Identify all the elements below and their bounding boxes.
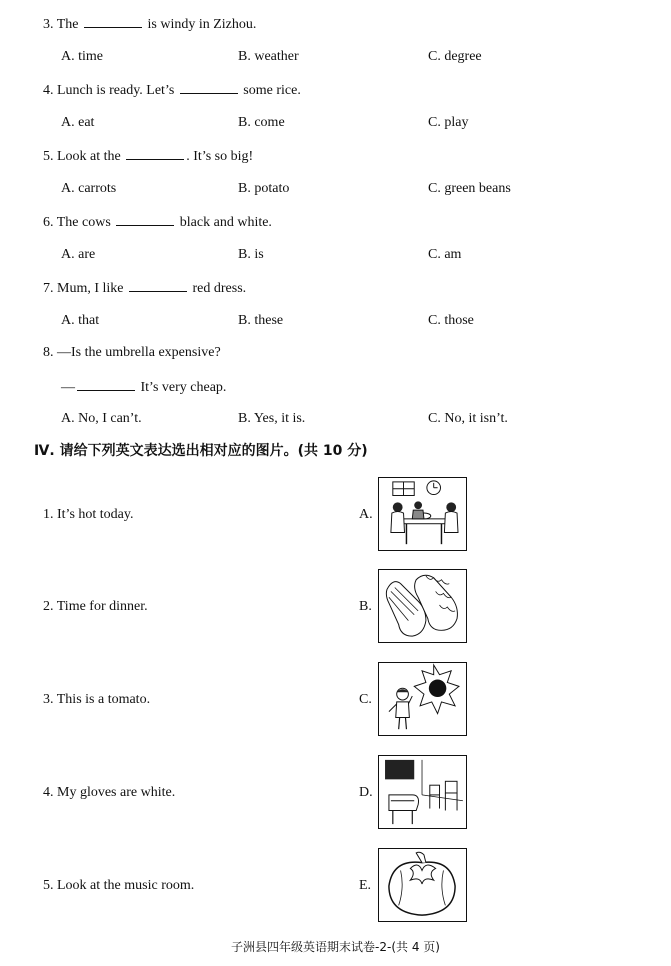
question-text: is windy in Zizhou. xyxy=(147,17,257,32)
dinner-illustration xyxy=(379,478,466,550)
tomato-illustration xyxy=(379,849,466,921)
match-item-2 xyxy=(43,598,148,616)
picture-letter-e: E. xyxy=(359,878,372,893)
question-number: 5. xyxy=(43,149,54,164)
item-number: 2. xyxy=(43,599,54,614)
option-a[interactable]: A. are xyxy=(61,247,96,262)
picture-letter-b: B. xyxy=(359,599,372,614)
option-a[interactable]: A. No, I can’t. xyxy=(61,411,142,426)
question-text: red dress. xyxy=(192,281,247,296)
question-6 xyxy=(43,212,272,232)
option-c[interactable]: C. those xyxy=(428,313,474,328)
question-text: Lunch is ready. Let’s xyxy=(57,83,175,98)
question-text: some rice. xyxy=(243,83,301,98)
question-number: 7. xyxy=(43,281,54,296)
picture-b-gloves[interactable] xyxy=(378,569,467,643)
item-text: It’s hot today. xyxy=(57,507,134,522)
question-8 xyxy=(43,344,221,362)
option-a[interactable]: A. carrots xyxy=(61,181,117,196)
answer-blank[interactable] xyxy=(180,80,238,94)
picture-letter-c: C. xyxy=(359,692,372,707)
question-number: 8. xyxy=(43,345,54,360)
music-room-illustration xyxy=(379,756,466,828)
answer-blank[interactable] xyxy=(116,212,174,226)
option-c[interactable]: C. green beans xyxy=(428,181,511,196)
item-text: Time for dinner. xyxy=(56,599,148,614)
item-text: This is a tomato. xyxy=(56,692,151,707)
match-item-4 xyxy=(43,784,175,802)
answer-blank[interactable] xyxy=(84,14,142,28)
question-text: Look at the xyxy=(57,149,121,164)
question-number: 4. xyxy=(43,83,54,98)
answer-blank[interactable] xyxy=(126,146,184,160)
question-number: 6. xyxy=(43,215,54,230)
question-text: —Is the umbrella expensive? xyxy=(57,345,221,360)
answer-blank[interactable] xyxy=(129,278,187,292)
question-7 xyxy=(43,278,246,298)
option-b[interactable]: B. weather xyxy=(238,49,299,64)
option-b[interactable]: B. come xyxy=(238,115,285,130)
question-5 xyxy=(43,146,253,166)
option-a[interactable]: A. time xyxy=(61,49,103,64)
option-b[interactable]: B. Yes, it is. xyxy=(238,411,306,426)
question-text: It’s very cheap. xyxy=(140,380,227,395)
question-text: . It’s so big! xyxy=(186,149,254,164)
question-text: Mum, I like xyxy=(57,281,124,296)
gloves-illustration xyxy=(379,570,466,642)
option-a[interactable]: A. eat xyxy=(61,115,95,130)
item-text: Look at the music room. xyxy=(57,878,195,893)
question-number: 3. xyxy=(43,17,54,32)
match-item-3 xyxy=(43,691,150,709)
picture-letter-d: D. xyxy=(359,785,373,800)
page-footer: 子洲县四年级英语期末试卷-2-(共 4 页) xyxy=(231,940,440,954)
picture-a-dinner[interactable] xyxy=(378,477,467,551)
question-text: The xyxy=(56,17,79,32)
question-text: black and white. xyxy=(179,215,272,230)
question-8-reply: — It’s very cheap. xyxy=(61,377,226,397)
option-b[interactable]: B. potato xyxy=(238,181,290,196)
item-number: 3. xyxy=(43,692,54,707)
option-c[interactable]: C. am xyxy=(428,247,462,262)
question-4 xyxy=(43,80,301,100)
question-text: The cows xyxy=(56,215,111,230)
item-text: My gloves are white. xyxy=(57,785,176,800)
answer-blank[interactable] xyxy=(77,377,135,391)
option-c[interactable]: C. degree xyxy=(428,49,482,64)
item-number: 4. xyxy=(43,785,54,800)
picture-c-hot-sun[interactable] xyxy=(378,662,467,736)
match-item-1 xyxy=(43,506,133,524)
picture-e-tomato[interactable] xyxy=(378,848,467,922)
section-heading: Ⅳ. 请给下列英文表达选出相对应的图片。(共 10 分) xyxy=(34,443,368,459)
option-b[interactable]: B. is xyxy=(238,247,264,262)
option-a[interactable]: A. that xyxy=(61,313,100,328)
option-b[interactable]: B. these xyxy=(238,313,284,328)
match-item-5 xyxy=(43,877,194,895)
item-number: 1. xyxy=(43,507,54,522)
item-number: 5. xyxy=(43,878,54,893)
picture-letter-a: A. xyxy=(359,507,373,522)
option-c[interactable]: C. play xyxy=(428,115,469,130)
sun-boy-illustration xyxy=(379,663,466,735)
picture-d-music-room[interactable] xyxy=(378,755,467,829)
option-c[interactable]: C. No, it isn’t. xyxy=(428,411,508,426)
question-3 xyxy=(43,14,256,34)
